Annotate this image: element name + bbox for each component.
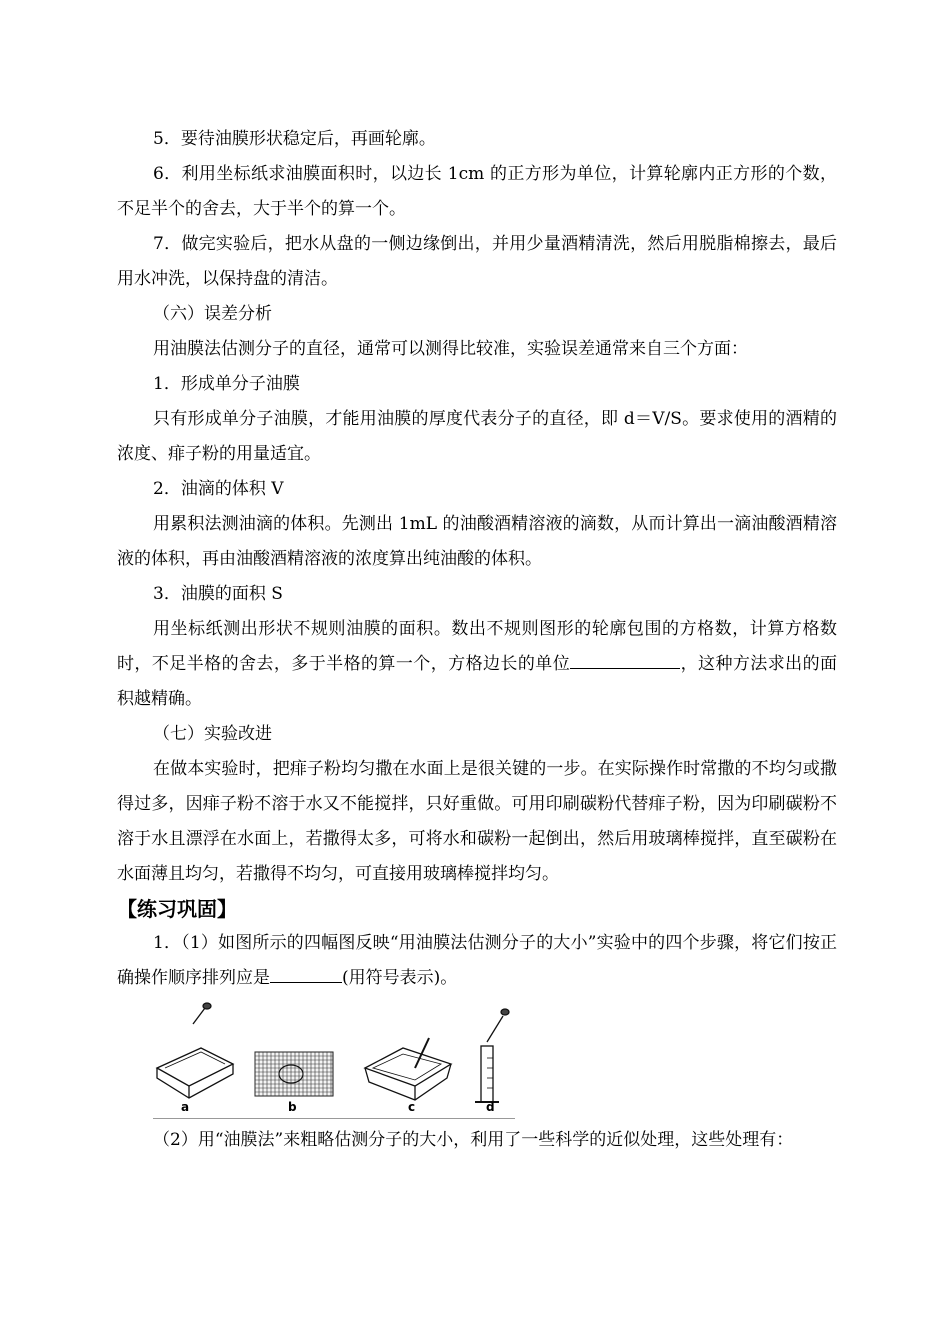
item-5: 5．要待油膜形状稳定后，再画轮廓。 [153, 129, 436, 149]
figure-label-d: d [486, 1100, 495, 1114]
error-analysis-heading: （六）误差分析 [153, 304, 272, 324]
experiment-steps-figure [153, 1002, 515, 1119]
point1-body: 只有形成单分子油膜，才能用油膜的厚度代表分子的直径，即 d＝V/S。要求使用的酒精的浓度、痱子粉的用量适宜。 [117, 409, 837, 464]
improvement-body: 在做本实验时，把痱子粉均匀撒在水面上是很关键的一步。在实际操作时常撒的不均匀或撒得过多，因痱子粉不溶于水又不能搅拌，只好重做。可用印刷碳粉代替痱子粉，因为印刷碳粉不溶于水且漂浮在水面上，若撒得太多，可将水和碳粉一起倒出，然后用玻璃棒搅拌，直至碳粉在水面薄且均匀，若撒得不均匀，可直接用玻璃棒搅拌均匀。 [117, 759, 837, 884]
question-2: （2）用“油膜法”来粗略估测分子的大小，利用了一些科学的近似处理，这些处理有： [153, 1130, 794, 1150]
point3-body-part-b: ，这种方法求出的面积越精确。 [117, 654, 838, 709]
point3-title: 3．油膜的面积 S [153, 584, 283, 604]
answer-blank-unit[interactable] [570, 650, 680, 669]
figure-label-a: a [181, 1100, 190, 1114]
question-1-part-b: (用符号表示)。 [342, 968, 458, 988]
measuring-cylinder-illustration [475, 1009, 509, 1102]
figure-label-b: b [288, 1100, 297, 1114]
tray-dropper-illustration [157, 1003, 233, 1098]
item-7: 7．做完实验后，把水从盘的一侧边缘倒出，并用少量酒精清洗，然后用脱脂棉擦去，最后用水冲洗，以保持盘的清洁。 [117, 234, 837, 289]
grid-paper-illustration [255, 1052, 333, 1096]
tray-pen-illustration [365, 1038, 451, 1100]
item-6: 6．利用坐标纸求油膜面积时，以边长 1cm 的正方形为单位，计算轮廓内正方形的个数，不足半个的舍去，大于半个的算一个。 [117, 164, 837, 219]
document-page [117, 122, 837, 1158]
point3-body [117, 612, 837, 717]
question-1 [117, 926, 837, 996]
experiment-steps-drawing [153, 1002, 515, 1118]
answer-blank-order[interactable] [270, 964, 342, 983]
figure-label-c: c [408, 1100, 416, 1114]
question-1-part-a: 1．（1）如图所示的四幅图反映“用油膜法估测分子的大小”实验中的四个步骤，将它们按正确操作顺序排列应是 [117, 933, 837, 988]
practice-heading: 【练习巩固】 [117, 897, 237, 921]
error-analysis-intro: 用油膜法估测分子的直径，通常可以测得比较准，实验误差通常来自三个方面： [153, 339, 748, 359]
improvement-heading: （七）实验改进 [153, 724, 272, 744]
point2-body: 用累积法测油滴的体积。先测出 1mL 的油酸酒精溶液的滴数，从而计算出一滴油酸酒精溶液的体积，再由油酸酒精溶液的浓度算出纯油酸的体积。 [117, 514, 837, 569]
point3-body-part-a: 用坐标纸测出形状不规则油膜的面积。数出不规则图形的轮廓包围的方格数，计算方格数时，不足半格的舍去，多于半格的算一个，方格边长的单位 [117, 619, 837, 674]
point2-title: 2．油滴的体积 V [153, 479, 284, 499]
point1-title: 1．形成单分子油膜 [153, 374, 300, 394]
